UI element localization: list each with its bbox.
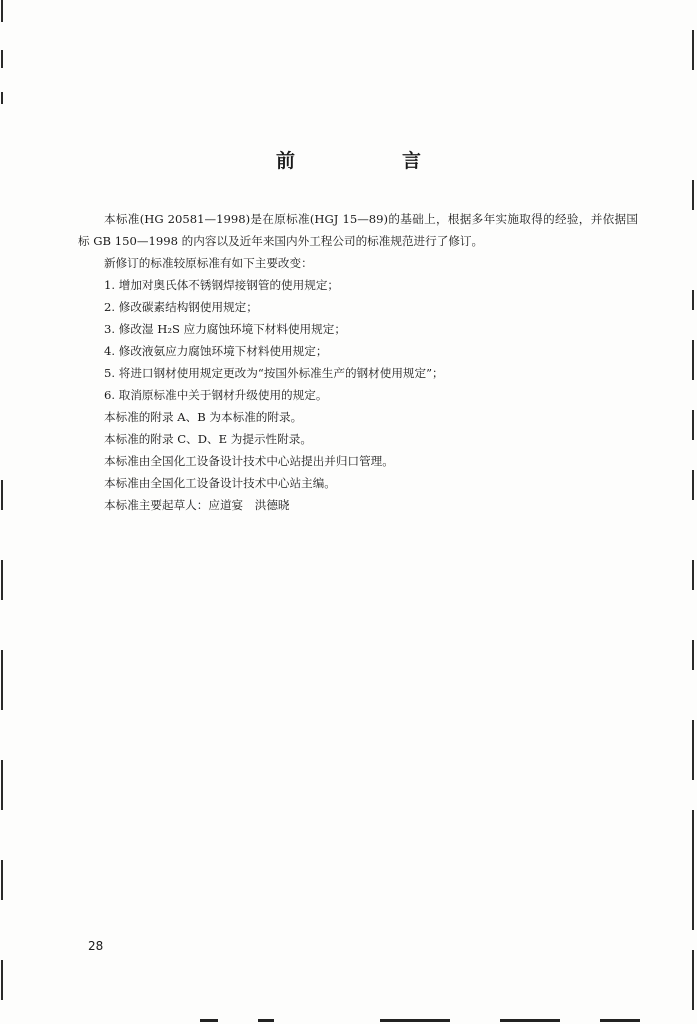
scan-edge-mark <box>692 180 694 210</box>
scan-edge-mark <box>1 860 3 900</box>
scan-edge-mark <box>1 960 3 1000</box>
list-item: 6. 取消原标准中关于钢材升级使用的规定。 <box>104 388 328 402</box>
scan-edge-mark <box>500 1019 560 1022</box>
scan-edge-mark <box>1 50 3 68</box>
scan-edge-mark <box>692 810 694 930</box>
scan-edge-mark <box>692 950 694 1010</box>
scan-edge-mark <box>692 720 694 780</box>
page-title: 前 言 <box>275 150 465 172</box>
paragraph: 本标准的附录 C、D、E 为提示性附录。 <box>104 432 312 446</box>
scan-edge-mark <box>692 340 694 380</box>
scan-edge-mark <box>692 640 694 670</box>
scan-edge-mark <box>692 290 694 310</box>
scan-edge-mark <box>380 1019 450 1022</box>
scan-edge-mark <box>200 1019 218 1022</box>
preface-body <box>78 208 638 516</box>
scan-edge-mark <box>692 560 694 590</box>
scan-edge-mark <box>1 0 3 22</box>
scan-edge-mark <box>1 760 3 810</box>
paragraph: 新修订的标准较原标准有如下主要改变： <box>104 256 313 270</box>
scan-edge-mark <box>1 560 3 600</box>
scan-edge-mark <box>692 410 694 440</box>
list-item: 3. 修改湿 H₂S 应力腐蚀环境下材料使用规定； <box>104 322 346 336</box>
scan-edge-mark <box>692 30 694 70</box>
scan-edge-mark <box>1 650 3 710</box>
page-number: 28 <box>88 939 104 953</box>
list-item: 1. 增加对奥氏体不锈钢焊接钢管的使用规定； <box>104 278 340 292</box>
list-item: 2. 修改碳素结构钢使用规定； <box>104 300 258 314</box>
paragraph: 本标准主要起草人：应道宴 洪德晓 <box>104 498 290 512</box>
paragraph: 本标准由全国化工设备设计技术中心站提出并归口管理。 <box>104 454 394 468</box>
paragraph: 本标准由全国化工设备设计技术中心站主编。 <box>104 476 336 490</box>
paragraph: 本标准的附录 A、B 为本标准的附录。 <box>104 410 303 424</box>
scan-edge-mark <box>258 1019 274 1022</box>
scan-edge-mark <box>692 470 694 500</box>
list-item: 4. 修改液氨应力腐蚀环境下材料使用规定； <box>104 344 328 358</box>
paragraph: 本标准(HG 20581—1998)是在原标准(HGJ 15—89)的基础上，根据多年实施取得的经验，并依据国标 GB 150—1998 的内容以及近年来国内外工程公司的标准规范进行了修订。 <box>78 212 638 248</box>
scan-edge-mark <box>1 92 3 104</box>
list-item: 5. 将进口钢材使用规定更改为“按国外标准生产的钢材使用规定”； <box>104 366 444 380</box>
scan-edge-mark <box>1 480 3 510</box>
scan-edge-mark <box>600 1019 640 1022</box>
